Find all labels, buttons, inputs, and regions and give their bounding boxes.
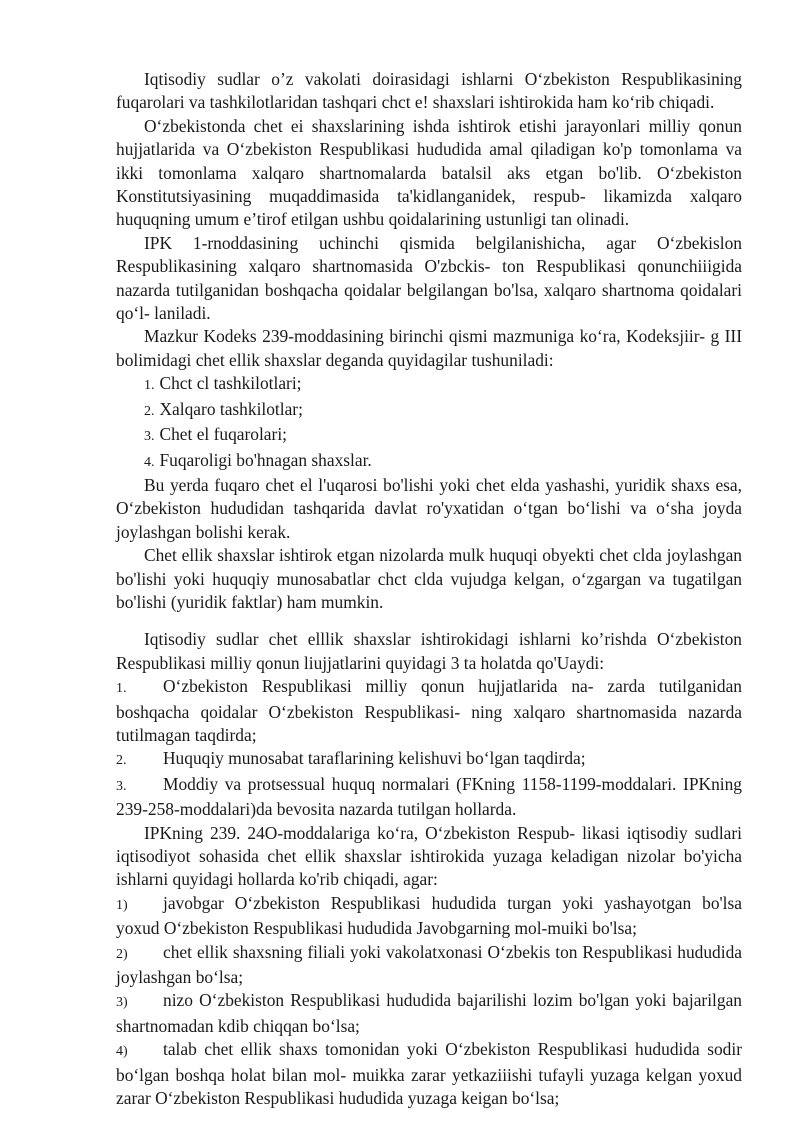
list-text: Chct cl tashkilotlari; (159, 373, 302, 394)
paragraph: Chet ellik shaxslar ishtirok etgan nizolarda mulk huquqi obyekti chet clda joylashgan bo'lishi yoki huquqiy munosabatlar chct clda vujudga kelgan, o‘zgargan va tugatilgan bo'lishi (yuridik faktlar) ham mumkin. (116, 545, 742, 612)
list-text: Fuqaroligi bo'hnagan shaxslar. (159, 449, 372, 470)
cases-list (116, 675, 742, 821)
list-number: 2. (116, 753, 127, 769)
list-item (116, 372, 742, 397)
list-item (116, 675, 742, 747)
list-text: talab chet ellik shaxs tomonidan yoki O‘zbekiston Respublikasi hududida sodir bo‘lgan boshqa holat bilan mol- muikka zarar yetkaziiishi tufayli yuzaga kelgan yoxud zarar O‘zbekiston Respublikasi hududida yuzaga keigan bo‘lsa; (116, 1039, 742, 1109)
list-item (116, 449, 742, 474)
paragraph: Iqtisodiy sudlar o’z vakolati doirasidagi ishlarni O‘zbekiston Respublikasining fuqarolari va tashkilotlaridan tashqari chct e! shaxslari ishtirokida ham ko‘rib chiqadi. (116, 69, 742, 113)
list-number: 1. (144, 378, 155, 394)
list-number: 4) (116, 1044, 128, 1060)
list-item (116, 989, 742, 1038)
list-item (116, 941, 742, 990)
list-item (116, 747, 742, 772)
list-item (116, 1038, 742, 1110)
list-number: 3. (144, 429, 155, 445)
list-text: Chet el fuqarolari; (159, 424, 287, 445)
list-number: 3) (116, 995, 128, 1011)
list-item (116, 398, 742, 423)
paragraph: IPKning 239. 24O-moddalariga ko‘ra, O‘zbekiston Respub- likasi iqtisodiy sudlari iqtisodiyot sohasida chet ellik shaxslar ishtirokida yuzaga keladigan nizolar bo'yicha ishlarni quyidagi hollarda ko'rib chiqadi, agar: (116, 822, 742, 890)
list-item (116, 773, 742, 822)
list-number: 2) (116, 946, 128, 962)
list-text: O‘zbekiston Respublikasi milliy qonun hujjatlarida na- zarda tutilganidan boshqacha qoidalar O‘zbekiston Respublikasi- ning xalqaro shartnomasida nazarda tutilmagan taqdirda; (116, 676, 742, 745)
paragraph: Mazkur Kodeks 239-moddasining birinchi qismi mazmuniga ko‘ra, Kodeksjiir- g III bolimidagi chet ellik shaxslar deganda quyidagilar tushuniladi: (116, 326, 742, 370)
list-item (116, 423, 742, 448)
jurisdiction-list (116, 892, 742, 1111)
paragraph: O‘zbekistonda chet ei shaxslarining ishda ishtirok etishi jarayonlari milliy qonun hujjatlarida va O‘zbekiston Respublikasi hududida amal qiladigan ko'p tomonlama va ikki tomonlama xalqaro shartnomalarda batalsil aks etgan bo'lib. O‘zbekiston Konstitutsiyasining muqaddimasida ta'kidlanganidek, respub- likamizda xalqaro huquqning umum e’tirof etilgan ushbu qoidalarining ustunligi tan olinadi. (116, 115, 742, 230)
paragraph: Iqtisodiy sudlar chet elllik shaxslar ishtirokidagi ishlarni ko’rishda O‘zbekiston Respublikasi milliy qonun liujjatlarini quyidagi 3 ta holatda qo'Uaydi: (116, 629, 742, 673)
foreign-persons-list (116, 372, 742, 474)
section-gap (116, 614, 742, 628)
list-text: nizo O‘zbekiston Respublikasi hududida bajarilishi lozim bo'lgan yoki bajarilgan shartnomadan kdib chiqqan bo‘lsa; (116, 990, 742, 1036)
list-number: 1) (116, 897, 128, 913)
list-text: Huquqiy munosabat taraflarining kelishuvi bo‘lgan taqdirda; (163, 748, 586, 769)
list-number: 3. (116, 778, 127, 794)
list-number: 4. (144, 454, 155, 470)
list-item (116, 892, 742, 941)
paragraph: IPK 1-rnoddasining uchinchi qismida belgilanishicha, agar O‘zbekislon Respublikasining xalqaro shartnomasida O'zbckis- ton Respublikasi qonunchiiigida nazarda tutilganidan boshqacha qoidalar belgilangan bo'lsa, xalqaro shartnoma qoidalari qo‘l- laniladi. (116, 232, 742, 324)
paragraph: Bu yerda fuqaro chet el l'uqarosi bo'lishi yoki chet elda yashashi, yuridik shaxs esa, O‘zbekiston hududidan tashqarida davlat ro'yxatidan o‘tgan bo‘lishi va o‘sha joyda joylashgan bolishi kerak. (116, 474, 742, 542)
list-text: javobgar O‘zbekiston Respublikasi hududida turgan yoki yashayotgan bo'lsa yoxud O‘zbekiston Respublikasi hududida Javobgarning mol-muiki bo'lsa; (116, 892, 742, 939)
list-text: chet ellik shaxsning filiali yoki vakolatxonasi O‘zbekis ton Respublikasi hududida joylashgan bo‘lsa; (116, 941, 742, 988)
list-text: Xalqaro tashkilotlar; (159, 398, 303, 419)
list-number: 1. (116, 681, 127, 697)
list-text: Moddiy va protsessual huquq normalari (FKning 1158-1199-moddalari. IPKning 239-258-moddalari)da bevosita nazarda tutilgan hollarda. (116, 773, 742, 820)
list-number: 2. (144, 403, 155, 419)
